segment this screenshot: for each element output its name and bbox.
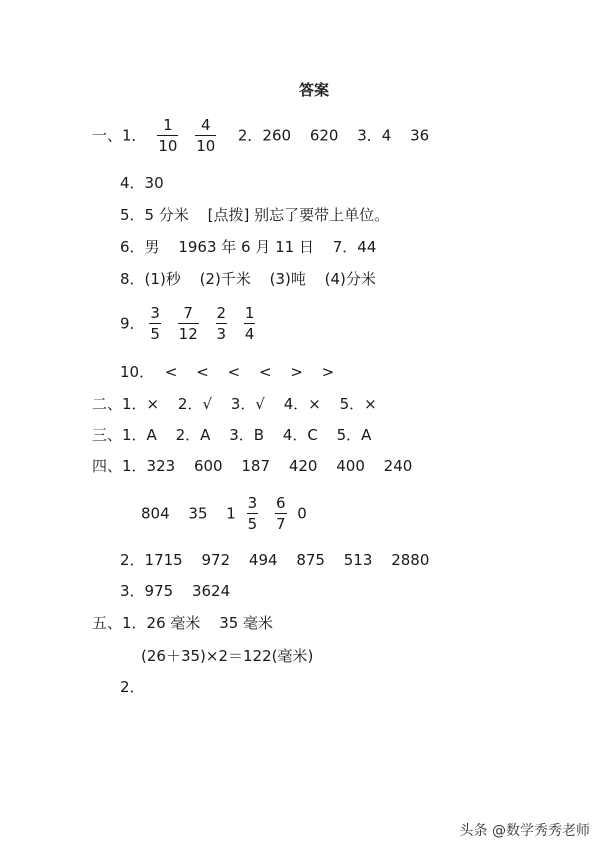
comparison: < [258, 363, 272, 381]
denominator: 4 [244, 325, 255, 343]
answer-line [120, 237, 376, 257]
fraction [247, 493, 259, 534]
fraction [275, 493, 287, 534]
answer: 513 [343, 551, 373, 569]
answer: 400 [336, 457, 365, 475]
answer: 2．√ [177, 395, 213, 413]
answer: 0 [297, 504, 307, 523]
answer-line [120, 581, 230, 601]
answer: 2．260 [237, 126, 292, 145]
s4-heading: 四、1．323 [92, 457, 176, 475]
numerator: 7 [178, 303, 199, 324]
answer: 4．× [283, 395, 321, 413]
fraction [149, 303, 161, 344]
s5-heading: 五、1．26 毫米 [92, 614, 201, 632]
answer: 240 [383, 457, 413, 475]
answer-line [120, 205, 389, 225]
s2-row [92, 394, 377, 414]
s4-row1 [92, 456, 412, 476]
denominator: 10 [196, 137, 216, 155]
numerator: 1 [244, 304, 255, 322]
s3-heading: 三、1．A [92, 426, 157, 444]
answer: 5．A [336, 426, 372, 444]
watermark: 头条 @数学秀秀老师 [459, 823, 590, 839]
numerator: 1 [157, 115, 178, 136]
comparison: < [164, 363, 178, 381]
denominator: 10 [158, 137, 178, 155]
answer: (3)吨 [269, 270, 306, 288]
answer: 2．1715 [120, 551, 183, 569]
answer: 3．√ [230, 395, 265, 413]
answer-line [120, 362, 334, 382]
answer-line [120, 550, 429, 570]
answer: 3．B [229, 426, 265, 444]
answer: 8．(1)秒 [120, 270, 181, 288]
answer: 3．975 [120, 582, 174, 600]
numerator: 6 [275, 494, 286, 512]
fraction [195, 115, 216, 156]
answer: 35 毫米 [219, 614, 274, 632]
comparison: < [196, 363, 209, 381]
answer: 35 [188, 504, 208, 523]
answer: 972 [201, 551, 231, 569]
s3-row [92, 425, 371, 445]
answer-number: 9． [120, 314, 145, 333]
answer-line [120, 269, 376, 289]
page-title: 答案 [298, 81, 329, 99]
s4-row2 [141, 493, 307, 534]
hint: [点拨] 别忘了要带上单位。 [207, 206, 390, 224]
answer-line: 4．30 [120, 174, 164, 192]
answer: 187 [241, 457, 271, 475]
answer: 620 [309, 126, 339, 145]
answer: 7．44 [332, 238, 377, 256]
answer: 5．× [339, 395, 377, 413]
answer: 4．C [282, 426, 318, 444]
s5-row1 [92, 613, 273, 633]
answer-line: 2． [120, 678, 145, 696]
numerator: 3 [150, 304, 160, 322]
denominator: 5 [150, 325, 160, 343]
numerator: 2 [216, 304, 227, 322]
numerator: 3 [247, 494, 258, 512]
answer: 3．4 [357, 126, 392, 145]
s1-row1 [92, 115, 429, 156]
formula: (26＋35)×2＝122(毫米) [141, 647, 314, 665]
s1-heading: 一、1． [92, 126, 147, 145]
answer: 36 [410, 126, 430, 145]
fraction [244, 303, 256, 344]
answer: 6．男 [120, 238, 160, 256]
denominator: 7 [275, 515, 286, 533]
numerator: 4 [195, 115, 216, 136]
answer: 600 [193, 457, 223, 475]
denominator: 12 [178, 325, 198, 343]
comparison: < [227, 363, 241, 381]
denominator: 3 [216, 325, 227, 343]
answer: 2．A [175, 426, 211, 444]
fraction [178, 303, 199, 344]
s2-heading: 二、1．× [92, 395, 160, 413]
answer: (2)千米 [199, 270, 251, 288]
comparison: > [290, 363, 303, 381]
answer: 1 [226, 504, 236, 523]
comparison: > [321, 363, 335, 381]
denominator: 5 [247, 515, 258, 533]
answer-line [120, 303, 261, 344]
answer: 5．5 分米 [120, 206, 189, 224]
answer: 420 [288, 457, 318, 475]
answer-number: 10． [120, 363, 155, 381]
answer: (4)分米 [324, 270, 376, 288]
answer: 875 [296, 551, 325, 569]
fraction [157, 115, 178, 156]
answer: 1963 年 6 月 11 日 [178, 238, 314, 256]
answer: 804 [141, 504, 170, 523]
answer: 494 [248, 551, 278, 569]
fraction [216, 303, 228, 344]
answer: 3624 [191, 582, 231, 600]
answer: 2880 [391, 551, 430, 569]
